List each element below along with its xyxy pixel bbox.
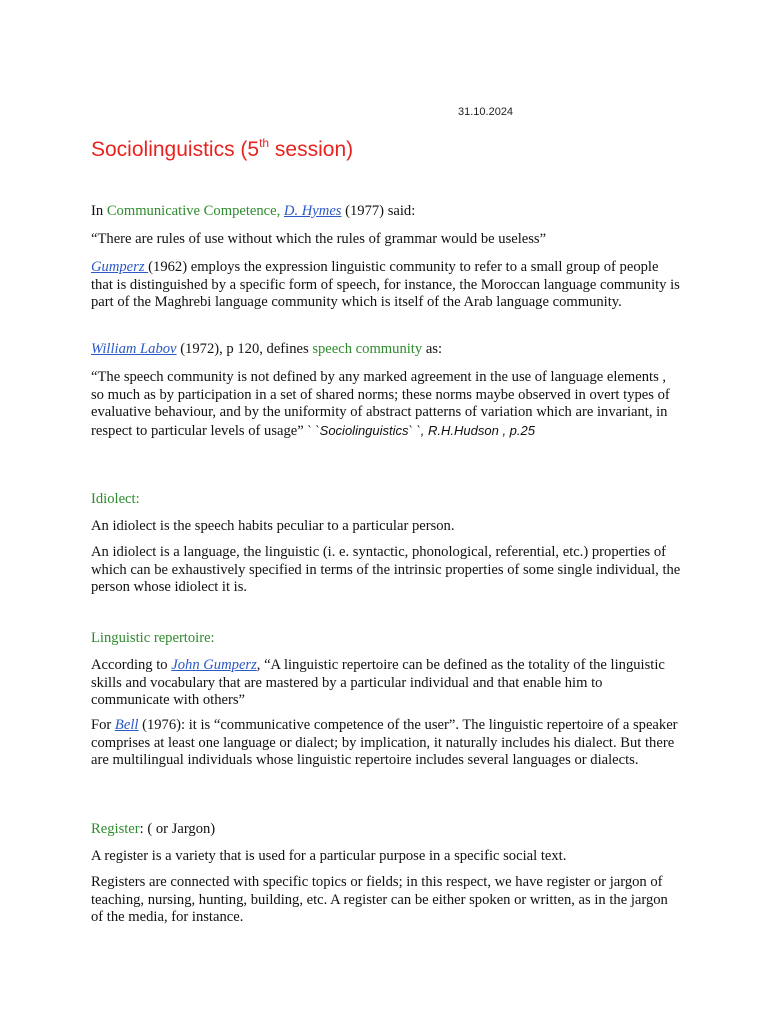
citation-hudson: ` `Sociolinguistics` `, R.H.Hudson , p.25 bbox=[307, 423, 535, 439]
text-according-to: According to bbox=[91, 657, 172, 673]
text-labov-quote: “The speech community is not defined by any marked agreement in the use of language elements , so much as by participation in a set of shared norms; these norms maybe observed in overt types of evaluative behaviour, and by the uniformity of abstract patterns of variation which are invariant, in respect to particular levels of usage” bbox=[91, 369, 670, 440]
link-william-labov[interactable]: William Labov bbox=[91, 341, 177, 357]
paragraph-labov-quote bbox=[91, 369, 681, 441]
paragraph-register-def: A register is a variety that is used for a particular purpose in a specific social text. bbox=[91, 848, 567, 864]
paragraph-labov bbox=[91, 341, 681, 359]
heading-idiolect: Idiolect: bbox=[91, 491, 140, 507]
text-for: For bbox=[91, 717, 115, 733]
link-john-gumperz[interactable]: John Gumperz bbox=[171, 657, 257, 673]
paragraph-gumperz bbox=[91, 259, 681, 312]
document-title bbox=[91, 137, 353, 162]
text-in: In bbox=[91, 203, 107, 219]
paragraph-hymes-intro bbox=[91, 203, 681, 221]
title-main: Sociolinguistics (5 bbox=[91, 138, 260, 161]
link-gumperz[interactable]: Gumperz bbox=[91, 259, 149, 275]
text-repertoire-quote: , “A linguistic repertoire can be defined as the totality of the linguistic skills and vocabulary that are mastered by a particular individual and that enable him to communicate with others” bbox=[91, 657, 665, 709]
paragraph-repertoire-gumperz bbox=[91, 657, 681, 710]
document-date: 31.10.2024 bbox=[458, 106, 514, 118]
title-end: session) bbox=[269, 138, 354, 161]
heading-linguistic-repertoire: Linguistic repertoire: bbox=[91, 630, 215, 646]
heading-register-label: Register bbox=[91, 821, 140, 837]
title-superscript: th bbox=[259, 136, 270, 150]
paragraph-hymes-quote: “There are rules of use without which the rules of grammar would be useless” bbox=[91, 231, 547, 247]
link-hymes[interactable]: D. Hymes bbox=[283, 203, 342, 219]
text-gumperz-body: (1962) employs the expression linguistic community to refer to a small group of people that is distinguished by a specific form of speech, for instance, the Moroccan language community is part of the Maghrebi language community which is itself of the Arab language community. bbox=[91, 259, 680, 311]
paragraph-repertoire-bell bbox=[91, 717, 681, 770]
paragraph-register-detail: Registers are connected with specific topics or fields; in this respect, we have register or jargon of teaching, nursing, hunting, building, etc. A register can be either spoken or written, as in the jargon of the media, for instance. bbox=[91, 874, 668, 926]
text-bell-body: (1976): it is “communicative competence of the user”. The linguistic repertoire of a speaker comprises at least one language or dialect; by implication, it naturally includes his dialect. But there are multilingual individuals whose linguistic repertoire includes several languages or dialects. bbox=[91, 717, 678, 769]
heading-register-rest: : ( or Jargon) bbox=[139, 821, 216, 837]
text-labov-end: as: bbox=[422, 341, 443, 357]
term-communicative-competence: Communicative Competence, bbox=[106, 203, 284, 219]
heading-register bbox=[91, 821, 681, 839]
paragraph-idiolect-detail: An idiolect is a language, the linguistic (i. e. syntactic, phonological, referential, etc.) properties of which can be exhaustively specified in terms of the intrinsic properties of some single individual, the person whose idiolect it is. bbox=[91, 544, 681, 596]
link-bell[interactable]: Bell bbox=[114, 717, 139, 733]
paragraph-idiolect-def: An idiolect is the speech habits peculiar to a particular person. bbox=[91, 518, 455, 534]
term-speech-community: speech community bbox=[312, 341, 423, 357]
text-labov-mid: (1972), p 120, defines bbox=[176, 341, 313, 357]
text-hymes-year: (1977) said: bbox=[341, 203, 416, 219]
